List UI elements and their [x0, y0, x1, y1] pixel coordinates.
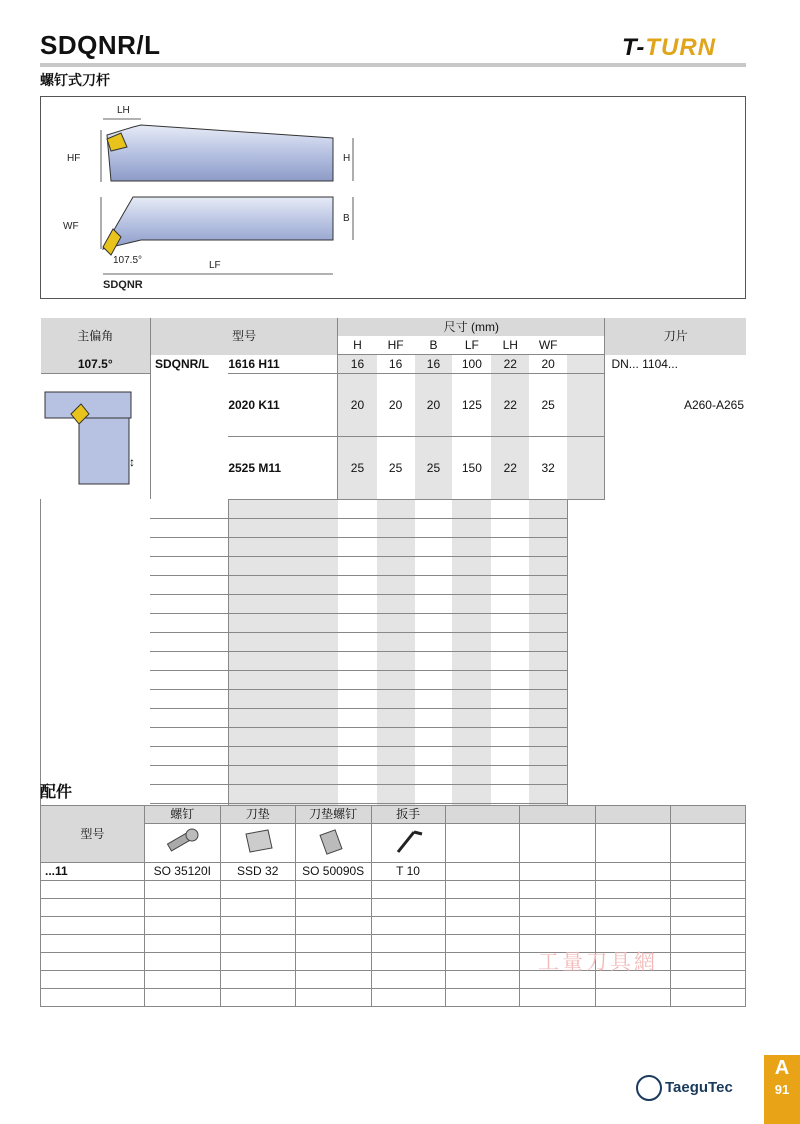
- label-angle: 107.5°: [113, 255, 143, 266]
- empty-row: [41, 784, 747, 803]
- acc-cell: SO 50090S: [295, 863, 371, 881]
- dim-col-hf: HF: [377, 336, 415, 355]
- empty-row: [41, 537, 747, 556]
- header-dims: 尺寸 (mm): [338, 318, 605, 336]
- dim-col-lf: LF: [452, 336, 491, 355]
- cell: 16: [377, 355, 415, 374]
- brand-right: TURN: [645, 34, 716, 61]
- svg-text:↕: ↕: [129, 455, 136, 469]
- insert-code: DN... 1104...: [611, 357, 678, 371]
- page-letter: A: [774, 1057, 790, 1079]
- company-logo-icon: [636, 1075, 662, 1101]
- header-angle: 主偏角: [41, 318, 151, 355]
- acc-cell: SSD 32: [220, 863, 295, 881]
- cell: 32: [529, 436, 567, 499]
- row-code: 1616 H11: [228, 355, 337, 374]
- cell: 25: [338, 436, 377, 499]
- cell: 25: [529, 374, 567, 437]
- shim-icon: [220, 824, 295, 863]
- dim-col-wf: WF: [529, 336, 567, 355]
- cell: 22: [491, 374, 529, 437]
- acc-cell: SO 35120I: [144, 863, 220, 881]
- brand-logo: [622, 34, 716, 62]
- cell: 16: [338, 355, 377, 374]
- empty-row: [41, 670, 747, 689]
- angle-value: 107.5°: [41, 355, 151, 374]
- acc-row-model: ...11: [41, 863, 145, 881]
- cell: 20: [415, 374, 453, 437]
- acc-col-wrench: 扳手: [371, 806, 445, 824]
- cell: 16: [415, 355, 453, 374]
- tool-diagram: [40, 96, 746, 299]
- cell: 100: [452, 355, 491, 374]
- shank-side-view: [107, 125, 333, 181]
- cell: 22: [491, 355, 529, 374]
- label-b: B: [343, 213, 350, 224]
- header-model: 型号: [150, 318, 337, 355]
- company-logo: [636, 1075, 733, 1101]
- empty-row: [41, 556, 747, 575]
- dim-col-h: H: [338, 336, 377, 355]
- empty-row: [41, 594, 747, 613]
- empty-row: [41, 727, 747, 746]
- empty-row: [41, 689, 747, 708]
- company-name: TaeguTec: [665, 1078, 733, 1096]
- empty-row: [41, 746, 747, 765]
- accessories-title: 配件: [40, 784, 73, 801]
- brand-left: T-: [622, 34, 646, 61]
- empty-row: [41, 651, 747, 670]
- acc-empty-row: [41, 989, 746, 1007]
- page-title: SDQNR/L: [40, 30, 161, 60]
- empty-row: [41, 499, 747, 518]
- label-lf: LF: [209, 260, 221, 271]
- cell: 25: [415, 436, 453, 499]
- shank-top-view: [103, 197, 333, 249]
- cell: 20: [377, 374, 415, 437]
- empty-row: [41, 765, 747, 784]
- holder-icon: [43, 374, 147, 494]
- watermark: 工量刀具網: [538, 951, 658, 974]
- page-subtitle: 螺钉式刀杆: [40, 72, 110, 88]
- label-lh: LH: [117, 105, 130, 116]
- header-insert: 刀片: [605, 318, 746, 355]
- insert-ref: A260-A265: [683, 397, 744, 412]
- acc-col-screw: 螺钉: [144, 806, 220, 824]
- acc-model-header: 型号: [41, 806, 145, 863]
- accessories-table: [40, 805, 746, 1007]
- cell: 25: [377, 436, 415, 499]
- acc-empty-row: [41, 899, 746, 917]
- row-code: 2525 M11: [228, 436, 337, 499]
- empty-row: [41, 613, 747, 632]
- wrench-icon: [371, 824, 445, 863]
- cell: 20: [338, 374, 377, 437]
- screw-icon: [144, 824, 220, 863]
- dim-col-b: B: [415, 336, 453, 355]
- title-rule: [40, 63, 746, 67]
- acc-empty-row: [41, 881, 746, 899]
- holder-icon-cell: [41, 374, 151, 500]
- acc-col-shim-screw: 刀垫螺钉: [295, 806, 371, 824]
- empty-row: [41, 632, 747, 651]
- empty-row: [41, 708, 747, 727]
- page-tab: [764, 1055, 800, 1124]
- family-code: SDQNR/L: [150, 355, 228, 374]
- acc-cell: T 10: [371, 863, 445, 881]
- cell: 22: [491, 436, 529, 499]
- diagram-caption: SDQNR: [103, 279, 143, 291]
- dimension-table: [40, 318, 746, 824]
- tool-drawing: [41, 97, 745, 298]
- cell: 150: [452, 436, 491, 499]
- empty-row: [41, 575, 747, 594]
- empty-row: [41, 518, 747, 537]
- page-number: 91: [774, 1082, 790, 1097]
- label-wf: WF: [63, 221, 79, 232]
- row-code: 2020 K11: [228, 374, 337, 437]
- acc-empty-row: [41, 917, 746, 935]
- label-hf: HF: [67, 153, 81, 164]
- cell: 20: [529, 355, 567, 374]
- cell: 125: [452, 374, 491, 437]
- shim-screw-icon: [295, 824, 371, 863]
- acc-col-shim: 刀垫: [220, 806, 295, 824]
- dim-col-lh: LH: [491, 336, 529, 355]
- label-h: H: [343, 153, 351, 164]
